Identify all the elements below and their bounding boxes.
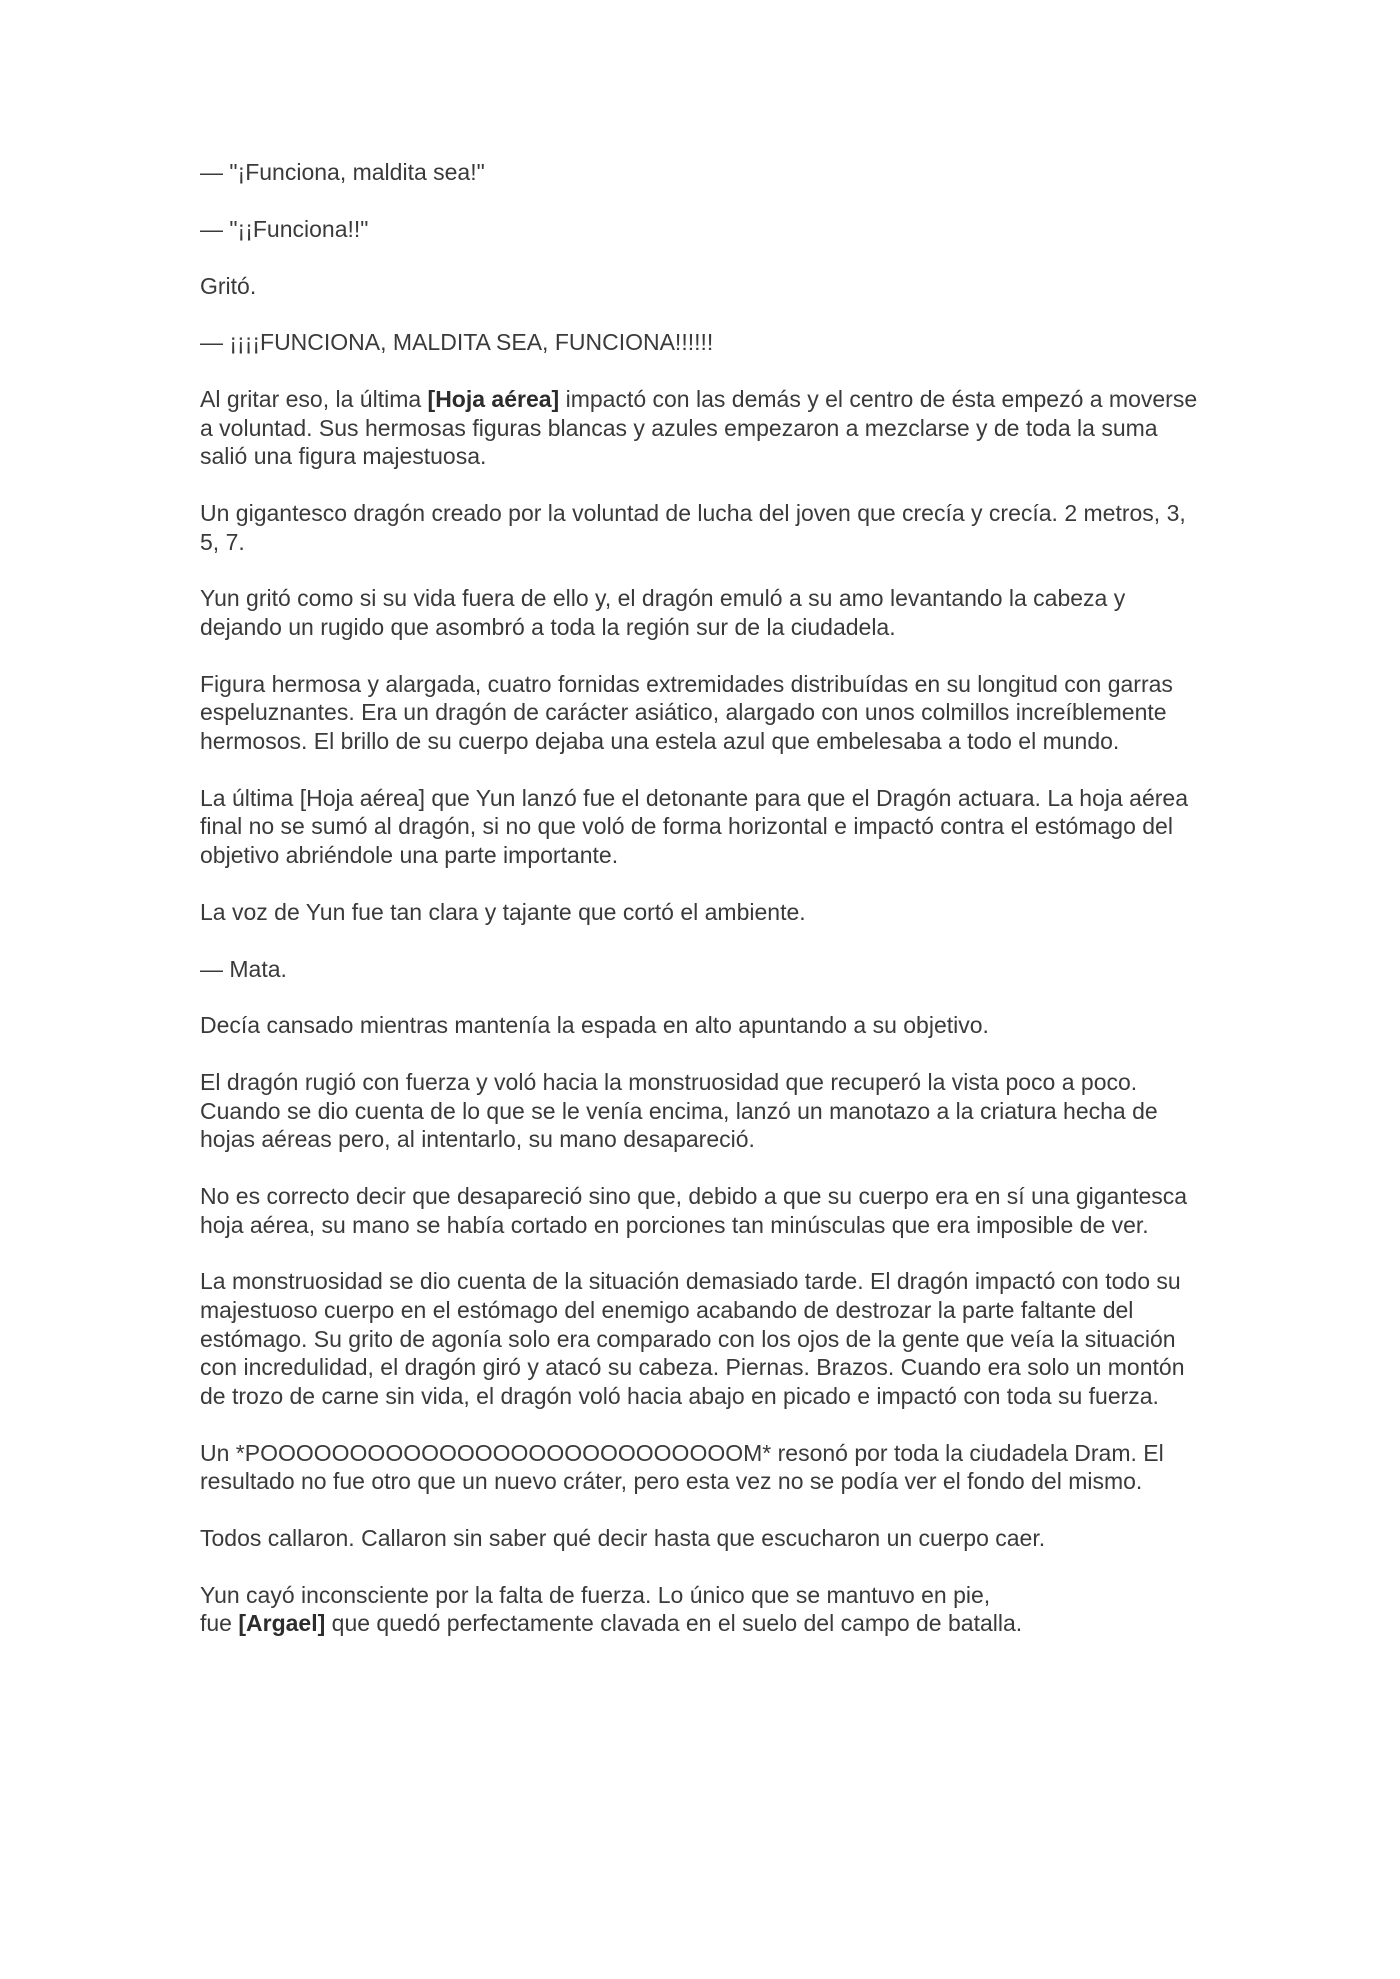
text-segment: El dragón rugió con fuerza y voló hacia la monstruosidad que recuperó la vista poco a poco. Cuando se dio cuenta de lo que se le venía encima, lanzó un manotazo a la criatura hecha de hojas aéreas pero, al intentarlo, su mano desapareció. [200, 1069, 1158, 1153]
paragraph [200, 1011, 1210, 1040]
paragraph [200, 670, 1210, 756]
text-segment: Todos callaron. Callaron sin saber qué decir hasta que escucharon un cuerpo caer. [200, 1525, 1046, 1551]
paragraph [200, 584, 1210, 641]
bold-term: [Hoja aérea] [427, 386, 560, 413]
paragraph [200, 385, 1210, 471]
paragraph [200, 1524, 1210, 1553]
text-segment: Decía cansado mientras mantenía la espada en alto apuntando a su objetivo. [200, 1012, 989, 1039]
paragraph [200, 272, 1210, 301]
text-segment: No es correcto decir que desapareció sino que, debido a que su cuerpo era en sí una gigantesca hoja aérea, su mano se había cortado en porciones tan minúsculas que era imposible de ver. [200, 1183, 1188, 1238]
text-segment: que quedó perfectamente clavada en el suelo del campo de batalla. [325, 1610, 1023, 1637]
text-segment: La monstruosidad se dio cuenta de la situación demasiado tarde. El dragón impactó con todo su majestuoso cuerpo en el estómago del enemigo acabando de destrozar la parte faltante del estómago. Su grito de agonía solo era comparado con los ojos de la gente que veía la situación con incredulidad, el dragón giró y atacó su cabeza. Piernas. Brazos. Cuando era solo un montón de trozo de carne sin vida, el dragón voló hacia abajo en picado e impactó con toda su fuerza. [200, 1268, 1185, 1409]
paragraph [200, 328, 1210, 357]
paragraph [200, 955, 1210, 984]
text-segment: fue [200, 1610, 239, 1637]
paragraph [200, 215, 1210, 244]
text-segment: — Mata. [200, 955, 287, 982]
text-segment: La voz de Yun fue tan clara y tajante que cortó el ambiente. [200, 898, 806, 925]
bold-term: [Argael] [238, 1610, 326, 1637]
text-segment: La última [Hoja aérea] que Yun lanzó fue el detonante para que el Dragón actuara. La hoja aérea final no se sumó al dragón, si no que voló de forma horizontal e impactó contra el estómago del objetivo abriéndole una parte importante. [200, 784, 1189, 868]
text-segment: Al gritar eso, la última [200, 386, 428, 413]
text-segment: impactó con las demás y el centro de ésta empezó a moverse a voluntad. Sus hermosas figuras blancas y azules empezaron a mezclarse y de toda la suma salió una figura majestuosa. [200, 386, 1198, 470]
paragraph [200, 1267, 1210, 1410]
text-segment: — "¡¡Funciona!!" [200, 215, 369, 242]
text-segment: Yun cayó inconsciente por la falta de fuerza. Lo único que se mantuvo en pie, [200, 1581, 991, 1608]
story-text [200, 158, 1210, 1638]
paragraph [200, 1182, 1210, 1239]
text-segment: — ¡¡¡¡FUNCIONA, MALDITA SEA, FUNCIONA!!!!!! [200, 329, 714, 356]
text-segment: Gritó. [200, 272, 257, 299]
paragraph [200, 1581, 1210, 1638]
document-page [200, 158, 1210, 1666]
paragraph [200, 898, 1210, 927]
paragraph [200, 1439, 1210, 1496]
text-segment: Yun gritó como si su vida fuera de ello y, el dragón emuló a su amo levantando la cabeza y dejando un rugido que asombró a toda la región sur de la ciudadela. [200, 585, 1126, 641]
paragraph [200, 499, 1210, 556]
text-segment: Figura hermosa y alargada, cuatro fornidas extremidades distribuídas en su longitud con garras espeluznantes. Era un dragón de carácter asiático, alargado con unos colmillos increíblemente hermosos. El brillo de su cuerpo dejaba una estela azul que embelesaba a todo el mundo. [200, 670, 1173, 755]
paragraph [200, 784, 1210, 870]
text-segment: Un gigantesco dragón creado por la voluntad de lucha del joven que crecía y crecía. 2 metros, 3, 5, 7. [200, 500, 1186, 555]
text-segment: Un *POOOOOOOOOOOOOOOOOOOOOOOOOOOM* resonó por toda la ciudadela Dram. El resultado no fue otro que un nuevo cráter, pero esta vez no se podía ver el fondo del mismo. [200, 1439, 1164, 1495]
paragraph [200, 1068, 1210, 1154]
text-segment: — "¡Funciona, maldita sea!" [200, 159, 485, 185]
paragraph [200, 158, 1210, 187]
